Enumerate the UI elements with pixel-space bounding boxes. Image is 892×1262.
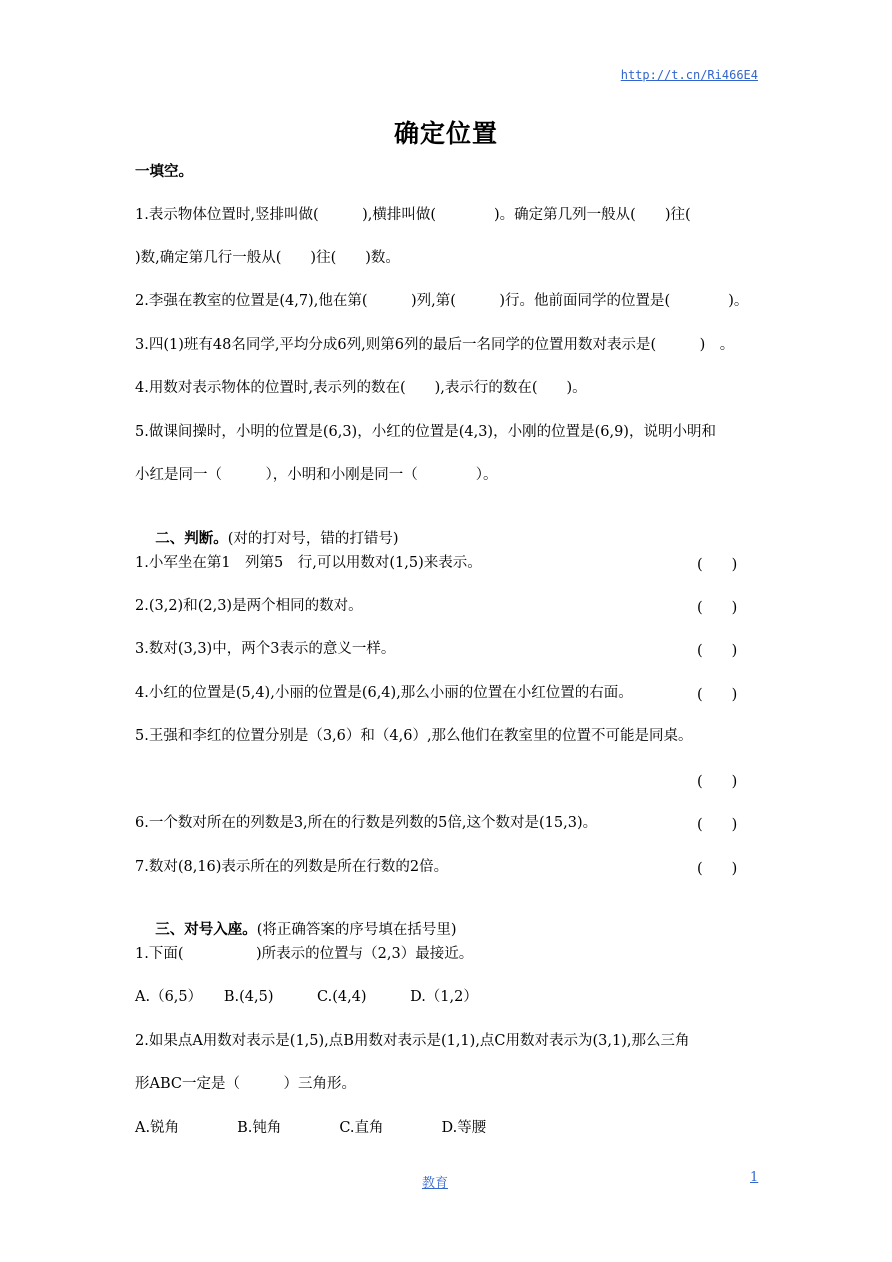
- page-title: 确定位置: [393, 119, 498, 148]
- section1-heading: 一填空。: [135, 164, 193, 180]
- fill-line-7: 小红是同一（ ），小明和小刚是同一（ ）。: [135, 467, 498, 483]
- section3-title: 三、对号入座。: [155, 922, 257, 938]
- footer-link[interactable]: 教育: [422, 1176, 449, 1191]
- fill-line-3: 2.李强在教室的位置是(4,7),他在第( )列,第( )行。他前面同学的位置是( )。: [135, 293, 749, 309]
- judge-item-7: 7.数对(8,16)表示所在的列数是所在行数的2倍。: [135, 859, 449, 875]
- section3-note: (将正确答案的序号填在括号里): [256, 922, 457, 938]
- answer-bracket-7: ( ): [697, 861, 738, 877]
- choice-question-2-line1: 2.如果点A用数对表示是(1,5),点B用数对表示是(1,1),点C用数对表示为(3,1),那么三角: [135, 1033, 690, 1049]
- judge-item-6: 6.一个数对所在的列数是3,所在的行数是列数的5倍,这个数对是(15,3)。: [135, 815, 598, 831]
- judge-item-3: 3.数对(3,3)中，两个3表示的意义一样。: [135, 641, 396, 657]
- judge-item-5: 5.王强和李红的位置分别是（3,6）和（4,6）,那么他们在教室里的位置不可能是同桌。: [135, 728, 693, 744]
- judge-item-4: 4.小红的位置是(5,4),小丽的位置是(6,4),那么小丽的位置在小红位置的右面。: [135, 685, 633, 701]
- section2-note: (对的打对号，错的打错号): [227, 531, 399, 547]
- choice-options-2: A.锐角 B.钝角 C.直角 D.等腰: [135, 1120, 487, 1136]
- answer-bracket-3: ( ): [697, 643, 738, 659]
- fill-line-2: )数,确定第几行一般从( )往( )数。: [135, 250, 400, 266]
- header-url-link[interactable]: http://t.cn/Ri466E4: [620, 68, 758, 82]
- fill-line-1: 1.表示物体位置时,竖排叫做( ),横排叫做( )。确定第几列一般从( )往(: [135, 207, 691, 223]
- answer-bracket-6: ( ): [697, 817, 738, 833]
- judge-item-2: 2.(3,2)和(2,3)是两个相同的数对。: [135, 598, 363, 614]
- answer-bracket-2: ( ): [697, 600, 738, 616]
- fill-line-5: 4.用数对表示物体的位置时,表示列的数在( ),表示行的数在( )。: [135, 380, 587, 396]
- answer-bracket-5: ( ): [697, 774, 738, 790]
- section2-title: 二、判断。: [155, 531, 228, 547]
- answer-bracket-1: ( ): [697, 557, 738, 573]
- choice-question-2-line2: 形ABC一定是（ ）三角形。: [135, 1076, 356, 1092]
- judge-item-1: 1.小军坐在第1 列第5 行,可以用数对(1,5)来表示。: [135, 555, 482, 571]
- choice-options-1: A.（6,5） B.(4,5) C.(4,4) D.（1,2）: [135, 989, 478, 1005]
- page-number: 1: [750, 1170, 759, 1185]
- choice-question-1: 1.下面( )所表示的位置与（2,3）最接近。: [135, 946, 474, 962]
- fill-line-6: 5.做课间操时，小明的位置是(6,3)，小红的位置是(4,3)，小刚的位置是(6,9)，说明小明和: [135, 424, 716, 440]
- answer-bracket-4: ( ): [697, 687, 738, 703]
- fill-line-4: 3.四(1)班有48名同学,平均分成6列,则第6列的最后一名同学的位置用数对表示是( ) 。: [135, 337, 735, 353]
